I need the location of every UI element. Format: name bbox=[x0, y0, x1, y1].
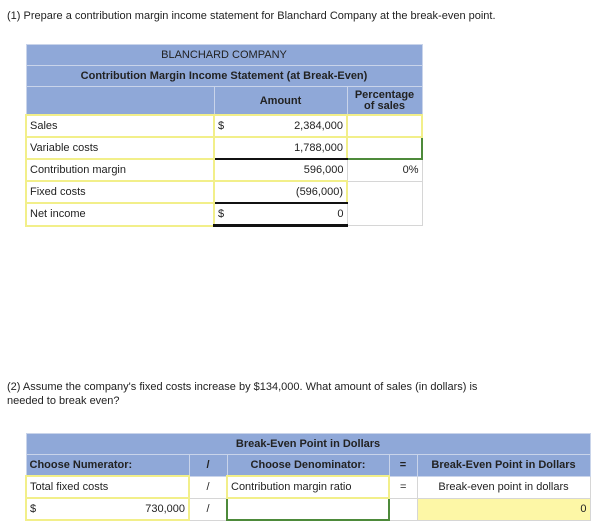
row-label[interactable]: Contribution margin bbox=[26, 159, 214, 181]
divide-sign: / bbox=[189, 498, 227, 520]
result-label: Break-even point in dollars bbox=[417, 476, 590, 498]
amount-value: 596,000 bbox=[214, 159, 347, 181]
percentage-header: Percentage of sales bbox=[347, 87, 422, 116]
table-row bbox=[26, 203, 422, 226]
break-even-table bbox=[25, 433, 591, 521]
amount-value: $ 0 bbox=[214, 203, 347, 226]
numerator-header: Choose Numerator: bbox=[26, 455, 189, 477]
divide-sign: / bbox=[189, 476, 227, 498]
divide-sign: / bbox=[189, 455, 227, 477]
question-1: (1) Prepare a contribution margin income statement for Blanchard Company at the break-even point. bbox=[7, 10, 496, 22]
amount-field[interactable]: $ 2,384,000 bbox=[214, 115, 347, 137]
statement-title: Contribution Margin Income Statement (at Break-Even) bbox=[26, 66, 422, 87]
break-even-title: Break-Even Point in Dollars bbox=[26, 434, 590, 455]
percentage-input[interactable] bbox=[347, 115, 422, 137]
denominator-select[interactable]: Contribution margin ratio bbox=[227, 476, 389, 498]
table-row bbox=[26, 115, 422, 137]
percentage-value: 0% bbox=[347, 159, 422, 181]
table-row bbox=[26, 159, 422, 181]
company-name: BLANCHARD COMPANY bbox=[26, 45, 422, 66]
row-label[interactable]: Variable costs bbox=[26, 137, 214, 159]
result-value: 0 bbox=[417, 498, 590, 520]
denominator-header: Choose Denominator: bbox=[227, 455, 389, 477]
question-2: (2) Assume the company's fixed costs increase by $134,000. What amount of sales (in dollars) is needed to break even? bbox=[7, 381, 478, 407]
equals-sign: = bbox=[389, 455, 417, 477]
numerator-select[interactable]: Total fixed costs bbox=[26, 476, 189, 498]
row-label[interactable]: Fixed costs bbox=[26, 181, 214, 203]
row-label[interactable]: Net income bbox=[26, 203, 214, 226]
table-row bbox=[26, 137, 422, 159]
amount-field[interactable]: 1,788,000 bbox=[214, 137, 347, 159]
result-header: Break-Even Point in Dollars bbox=[417, 455, 590, 477]
percentage-input[interactable] bbox=[347, 137, 422, 159]
denominator-input[interactable] bbox=[227, 498, 389, 520]
equals-sign: = bbox=[389, 476, 417, 498]
amount-header: Amount bbox=[214, 87, 347, 116]
row-label[interactable]: Sales bbox=[26, 115, 214, 137]
amount-field[interactable]: (596,000) bbox=[214, 181, 347, 203]
income-statement-table bbox=[25, 44, 423, 227]
numerator-input[interactable]: $ 730,000 bbox=[26, 498, 189, 520]
table-row bbox=[26, 181, 422, 203]
